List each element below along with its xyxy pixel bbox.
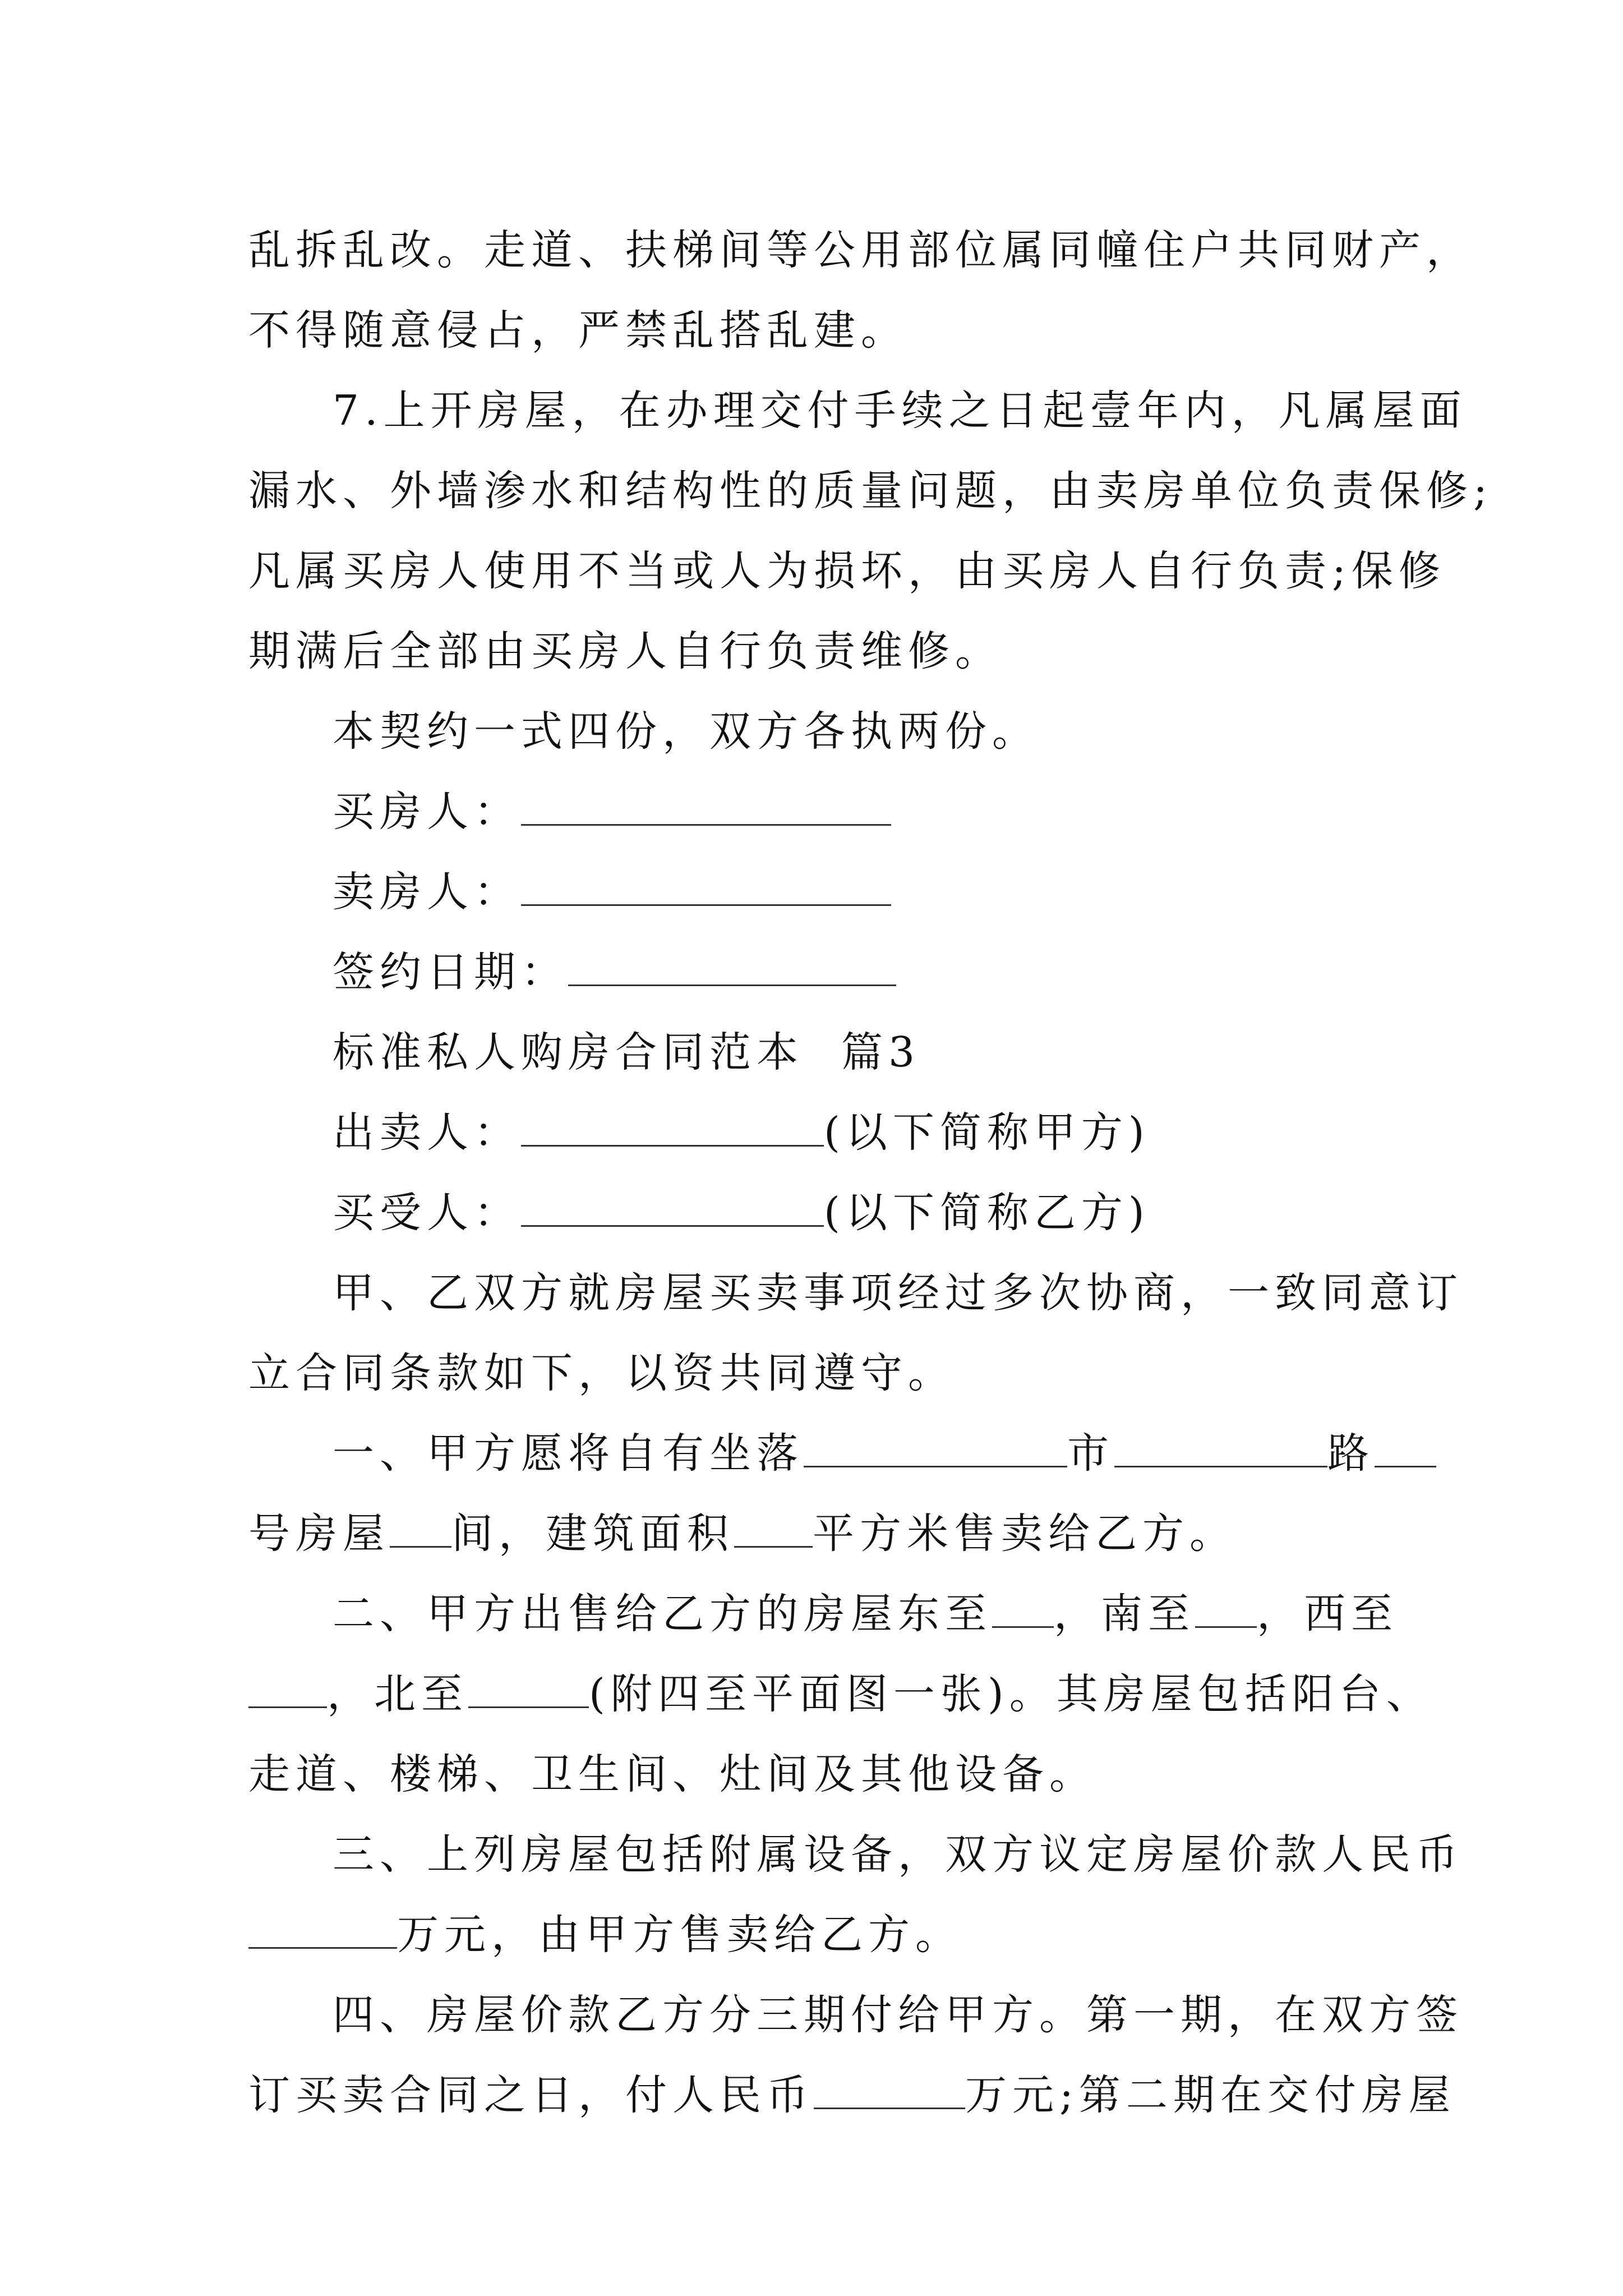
label: 买受人： bbox=[333, 1189, 521, 1237]
section-heading bbox=[248, 1013, 1381, 1093]
text: 市 bbox=[1067, 1429, 1114, 1478]
text: 走道、楼梯、卫生间、灶间及其他设备。 bbox=[248, 1750, 1096, 1798]
clause-line bbox=[248, 1574, 1398, 1654]
text: 一、甲方愿将自有坐落 bbox=[333, 1429, 804, 1478]
blank-field[interactable] bbox=[468, 1667, 589, 1708]
paragraph-line bbox=[248, 291, 1381, 371]
text: 三、上列房屋包括附属设备，双方议定房屋价款人民币 bbox=[333, 1830, 1463, 1879]
text: ，西至 bbox=[1257, 1590, 1398, 1638]
signature-line-seller bbox=[248, 852, 1381, 932]
text: 万元;第二期在交付房屋 bbox=[965, 2071, 1456, 2119]
text: 漏水、外墙渗水和结构性的质量问题，由卖房单位负责保修; bbox=[248, 467, 1493, 515]
label: 买房人： bbox=[333, 788, 521, 836]
blank-field[interactable] bbox=[521, 1106, 824, 1147]
paragraph-line bbox=[248, 1975, 1463, 2055]
blank-field[interactable] bbox=[521, 1186, 824, 1227]
text: 平方米售卖给乙方。 bbox=[813, 1510, 1237, 1558]
label: 卖房人： bbox=[333, 868, 521, 916]
party-line-buyer bbox=[248, 1173, 1381, 1253]
paragraph-line bbox=[248, 611, 1381, 692]
signature-line-buyer bbox=[248, 772, 1381, 852]
text: 订买卖合同之日，付人民币 bbox=[248, 2071, 814, 2119]
party-line-seller bbox=[248, 1093, 1381, 1173]
text: 甲、乙双方就房屋买卖事项经过多次协商，一致同意订 bbox=[333, 1269, 1463, 1317]
clause-line bbox=[248, 1895, 1381, 1975]
text: (以下简称乙方) bbox=[824, 1189, 1150, 1237]
text: 号房屋 bbox=[248, 1510, 390, 1558]
blank-field[interactable] bbox=[390, 1507, 451, 1548]
paragraph-line bbox=[248, 531, 1446, 611]
blank-field[interactable] bbox=[1195, 1587, 1257, 1628]
label: 出卖人： bbox=[333, 1108, 521, 1157]
blank-field[interactable] bbox=[734, 1507, 813, 1548]
clause-line bbox=[248, 2055, 1456, 2136]
blank-field[interactable] bbox=[814, 2068, 965, 2109]
blank-field[interactable] bbox=[568, 945, 896, 986]
paragraph-line bbox=[248, 1253, 1463, 1333]
paragraph-line bbox=[248, 451, 1493, 531]
paragraph-line bbox=[248, 1734, 1381, 1815]
text: 路 bbox=[1327, 1429, 1375, 1478]
blank-field[interactable] bbox=[804, 1427, 1067, 1467]
paragraph-line bbox=[248, 1815, 1463, 1895]
paragraph-line bbox=[248, 1333, 1381, 1414]
heading-text: 标准私人购房合同范本 篇3 bbox=[333, 1028, 921, 1076]
text: 不得随意侵占，严禁乱搭乱建。 bbox=[248, 306, 908, 355]
blank-field[interactable] bbox=[1114, 1427, 1327, 1467]
text: (附四至平面图一张)。其房屋包括阳台、 bbox=[589, 1670, 1433, 1718]
text: 本契约一式四份，双方各执两份。 bbox=[333, 707, 1039, 756]
blank-field[interactable] bbox=[521, 785, 891, 826]
text: ，南至 bbox=[1054, 1590, 1195, 1638]
blank-field[interactable] bbox=[992, 1587, 1054, 1628]
text: 乱拆乱改。走道、扶梯间等公用部位属同幢住户共同财产， bbox=[248, 226, 1473, 274]
clause-line bbox=[248, 1414, 1381, 1494]
paragraph-line bbox=[248, 371, 1467, 451]
label: 签约日期： bbox=[333, 948, 568, 996]
signature-line-date bbox=[248, 932, 1381, 1013]
text: 立合同条款如下，以资共同遵守。 bbox=[248, 1349, 955, 1397]
paragraph-line bbox=[248, 210, 1473, 291]
blank-field[interactable] bbox=[1375, 1427, 1436, 1467]
document-body bbox=[248, 210, 1493, 2136]
text: 期满后全部由买房人自行负责维修。 bbox=[248, 627, 1002, 675]
text: ，北至 bbox=[327, 1670, 468, 1718]
blank-field[interactable] bbox=[248, 1667, 327, 1708]
blank-field[interactable] bbox=[521, 865, 891, 906]
text: 万元，由甲方售卖给乙方。 bbox=[397, 1911, 962, 1959]
text: 7.上开房屋，在办理交付手续之日起壹年内，凡属屋面 bbox=[333, 386, 1467, 435]
paragraph-line bbox=[248, 692, 1381, 772]
text: 二、甲方出售给乙方的房屋东至 bbox=[333, 1590, 992, 1638]
text: 四、房屋价款乙方分三期付给甲方。第一期，在双方签 bbox=[333, 1991, 1463, 2039]
blank-field[interactable] bbox=[248, 1908, 397, 1949]
clause-line bbox=[248, 1654, 1433, 1734]
text: 间，建筑面积 bbox=[451, 1510, 734, 1558]
clause-line bbox=[248, 1494, 1381, 1574]
text: 凡属买房人使用不当或人为损坏，由买房人自行负责;保修 bbox=[248, 547, 1446, 595]
text: (以下简称甲方) bbox=[824, 1108, 1150, 1157]
